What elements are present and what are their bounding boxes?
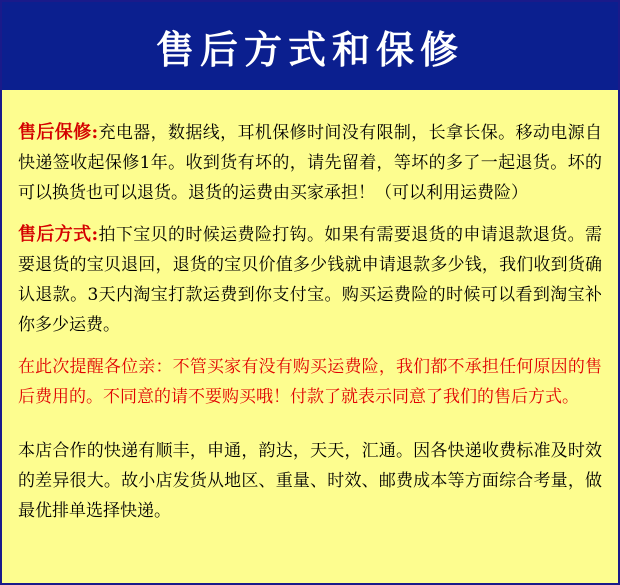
- service-label: 售后方式:: [18, 224, 99, 245]
- warranty-label: 售后保修:: [18, 122, 99, 143]
- warranty-paragraph: [18, 118, 602, 208]
- page-title: 售后方式和保修: [155, 27, 464, 72]
- service-text: 拍下宝贝的时候运费险打钩。如果有需要退货的申请退款退货。需要退货的宝贝退回，退货的宝贝价值多少钱就申请退款多少钱，我们收到货确认退款。3天内淘宝打款运费到你支付宝。购买运费险的时候可以看到淘宝补你多少运费。: [18, 225, 602, 335]
- shipping-text: 本店合作的快递有顺丰，申通，韵达，天天，汇通。因各快递收费标准及时效的差异很大。故小店发货从地区、重量、时效、邮费成本等方面综合考量，做最优排单选择快递。: [18, 441, 602, 521]
- notice-content: [18, 118, 602, 526]
- warranty-text: 充电器，数据线，耳机保修时间没有限制，长拿长保。移动电源自快递签收起保修1年。收到货有坏的，请先留着，等坏的多了一起退货。坏的可以换货也可以退货。退货的运费由买家承担！（可以利用运费险）: [18, 123, 602, 203]
- shipping-paragraph: [18, 436, 602, 526]
- service-paragraph: [18, 220, 602, 340]
- reminder-text: 在此次提醒各位亲：不管买家有没有购买运费险，我们都不承担任何原因的售后费用的。不同意的请不要购买哦！付款了就表示同意了我们的售后方式。: [18, 357, 602, 407]
- title-banner: [2, 2, 618, 90]
- reminder-paragraph: [18, 352, 602, 412]
